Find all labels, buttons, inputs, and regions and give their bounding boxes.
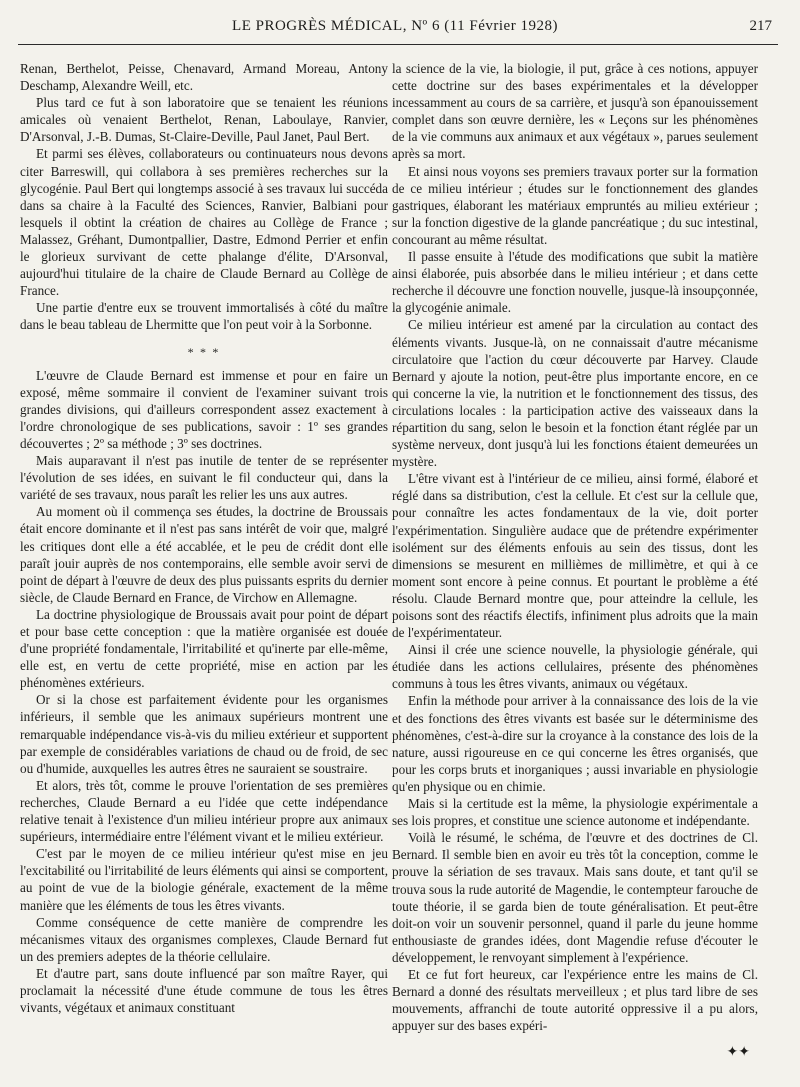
paragraph: Or si la chose est parfaitement évidente pour les organismes inférieurs, il semble que les animaux supérieurs montrent une remarquable indépendance vis-à-vis du milieu extérieur et supportent par exemple de considérables variations de chaud ou de froid, de sec ou d'humide, auxquelles les autres êtres ne sauraient se soustraire. <box>20 692 388 776</box>
paragraph: Et ce fut fort heureux, car l'expérience entre les mains de Cl. Bernard a donné des résultats merveilleux ; et plus tard libre de ses mouvements, affranchi de toute autorité oppressive il a pu alors, appuyer sur des bases expéri- <box>392 966 758 1034</box>
paragraph: Mais si la certitude est la même, la physiologie expérimentale a ses lois propres, et constitue une science autonome et indépendante. <box>392 796 758 829</box>
paragraph: la science de la vie, la biologie, il put, grâce à ces notions, appuyer cette doctrine sur des bases expérimentales et la développer incessamment au cours de sa carrière, et jusqu'à son épanouissement complet dans son œuvre dernière, les « Leçons sur les phénomènes de la vie communs aux animaux et aux végétaux », parues seulement après sa mort. <box>392 61 758 162</box>
header-rule <box>18 44 778 45</box>
paragraph: C'est par le moyen de ce milieu intérieur qu'est mise en jeu l'excitabilité ou l'irritabilité de leurs éléments qui ainsi se comportent, au point de vue de la biologie générale, exactement de la même manière que les éléments de tous les êtres vivants. <box>20 846 388 913</box>
paragraph: L'être vivant est à l'intérieur de ce milieu, ainsi formé, élaboré et réglé dans sa distribution, c'est la cellule. Et c'est sur la cellule que, pour connaître les actes fondamentaux de la vie, doit porter l'expérimentation. Singulière audace que de prétendre expérimenter isolément sur des éléments enfouis au sein des tissus, dont les dimensions se mesurent en millièmes de millimètre, et qui à ce moment sont encore à peine connus. Et pourtant le problème a été résolu. Claude Bernard montre que, pour atteindre la cellule, les poisons sont des réactifs électifs, infiniment plus adroits que la main de l'expérimentateur. <box>392 471 758 641</box>
paragraph: Il passe ensuite à l'étude des modifications que subit la matière ainsi élaborée, puis absorbée dans le milieu intérieur ; et dans cette recherche il découvre une fonction nouvelle, jusque-là insoupçonnée, la glycogénie animale. <box>392 249 758 316</box>
page-header <box>18 18 772 42</box>
paragraph: Au moment où il commença ses études, la doctrine de Broussais était encore dominante et il n'est pas sans intérêt de voir que, malgré les critiques dont elle a été accablée, et le peu de crédit dont elle paraît jouir auprès de nos contemporains, elle semble avoir servi de point de départ à l'œuvre de deux des plus puissants esprits du dernier siècle, de Claude Bernard en France, de Virchow en Allemagne. <box>20 504 388 605</box>
paragraph: Renan, Berthelot, Peisse, Chenavard, Armand Moreau, Antony Deschamp, Alexandre Weill, etc. <box>20 61 388 94</box>
paragraph: Voilà le résumé, le schéma, de l'œuvre et des doctrines de Cl. Bernard. Il semble bien en avoir eu très tôt la conception, comme le prouve la sériation de ses travaux. Mais sans doute, et tant qu'il se trouva sous la rude autorité de Magendie, le contempteur farouche de toute théorie, il se garda bien de toute généralisation. Et peut-être doit-on voir un souvenir personnel, quand il parle du jeune homme enthousiaste de grandes idées, dont Magendie refuse d'écouter le développement, le renvoyant simplement à l'expérience. <box>392 830 758 965</box>
paragraph: Et parmi ses élèves, collaborateurs ou continuateurs nous devons citer Barreswill, qui collabora à ses premières recherches sur la glycogénie. Paul Bert qui longtemps associé à ses travaux lui succéda dans sa chaire à la Faculté des Sciences, Ranvier, Balbiani pour lesquels il obtint la création de chaires au Collège de France ; Malassez, Gréhant, Dumontpallier, Dastre, Edmond Perrier et enfin le glorieux survivant de cette phalange d'élite, D'Arsonval, aujourd'hui titulaire de la chaire de Claude Bernard au Collège de France. <box>20 146 388 299</box>
paragraph: Et d'autre part, sans doute influencé par son maître Rayer, qui proclamait la nécessité d'une étude commune de tous les êtres vivants, végétaux et animaux constituant <box>20 965 388 1016</box>
right-column <box>392 60 758 1034</box>
page-number: 217 <box>749 18 772 34</box>
paragraph: Comme conséquence de cette manière de comprendre les mécanismes vitaux des organismes complexes, Claude Bernard fut un des premiers adeptes de la théorie cellulaire. <box>20 914 388 964</box>
paragraph: Mais auparavant il n'est pas inutile de tenter de se représenter l'évolution de ses idées, en suivant le fil conducteur qui, dans la variété de ses travaux, nous paraît les relier les uns aux autres. <box>20 453 388 503</box>
running-title: LE PROGRÈS MÉDICAL, Nº 6 (11 Février 1928) <box>232 18 558 34</box>
paragraph: Ce milieu intérieur est amené par la circulation au contact des éléments vivants. Jusque-là, on ne connaissait d'autre mécanisme circulatoire que l'action du cœur découverte par Harvey. Claude Bernard y ajoute la notion, peut-être plus importante encore, en ce qui concerne la vie, la nutrition et le fonctionnement des tissus, des circulations locales : la participation active des vaisseaux dans la répartition du sang, selon le besoin et la fonction étant réglée par un système nerveux, dont jusqu'à lui les fonctions étaient demeurées un mystère. <box>392 317 758 470</box>
footer-ornament: ✦✦ <box>726 1045 750 1060</box>
paragraph: Et alors, très tôt, comme le prouve l'orientation de ses premières recherches, Claude Bernard a eu l'idée que cette indépendance relative tenait à l'existence d'un milieu intérieur propre aux animaux supérieurs, intermédiaire entre l'élément vivant et le milieu extérieur. <box>20 777 388 845</box>
paragraph: Enfin la méthode pour arriver à la connaissance des lois de la vie et des fonctions des êtres vivants est basée sur le déterminisme des phénomènes, c'est-à-dire sur la croyance à la constance des lois de la nature, aussi rigoureuse en ce qui concerne les êtres organisés, que pour les corps bruts et inorganiques ; aussi invariable en physiologie qu'en physique ou en chimie. <box>392 693 758 794</box>
left-column <box>20 60 388 1016</box>
paragraph: L'œuvre de Claude Bernard est immense et pour en faire un exposé, même sommaire il convient de l'examiner suivant trois grandes divisions, qui d'ailleurs correspondent assez exactement à l'ordre chronologique de ses publications, savoir : 1º ses grandes découvertes ; 2º sa méthode ; 3º ses doctrines. <box>20 367 388 451</box>
paragraph: Ainsi il crée une science nouvelle, la physiologie générale, qui étudiée dans les actions cellulaires, présente des phénomènes communs à tous les êtres vivants, animaux ou végétaux. <box>392 642 758 692</box>
section-separator: * * * <box>187 344 221 359</box>
paragraph: Et ainsi nous voyons ses premiers travaux porter sur la formation de ce milieu intérieur ; études sur le fonctionnement des glandes gastriques, élaborant les matériaux empruntés au milieu extérieur ; sur la fonction digestive de la glande pancréatique ; du suc intestinal, concourant au même résultat. <box>392 163 758 247</box>
paragraph: La doctrine physiologique de Broussais avait pour point de départ et pour base cette conception : que la matière organisée est douée d'une propriété fondamentale, l'irritabilité et qu'inerte par elle-même, elle est, en vertu de cette propriété, mise en action par les phénomènes extérieurs. <box>20 606 388 691</box>
paragraph: Plus tard ce fut à son laboratoire que se tenaient les réunions amicales où venaient Berthelot, Renan, Laboulaye, Ranvier, D'Arsonval, J.-B. Dumas, St-Claire-Deville, Paul Janet, Paul Bert. <box>20 95 388 145</box>
paragraph: Une partie d'entre eux se trouvent immortalisés à côté du maître dans le beau tableau de Lhermitte que l'on peut voir à la Sorbonne. <box>20 300 388 333</box>
